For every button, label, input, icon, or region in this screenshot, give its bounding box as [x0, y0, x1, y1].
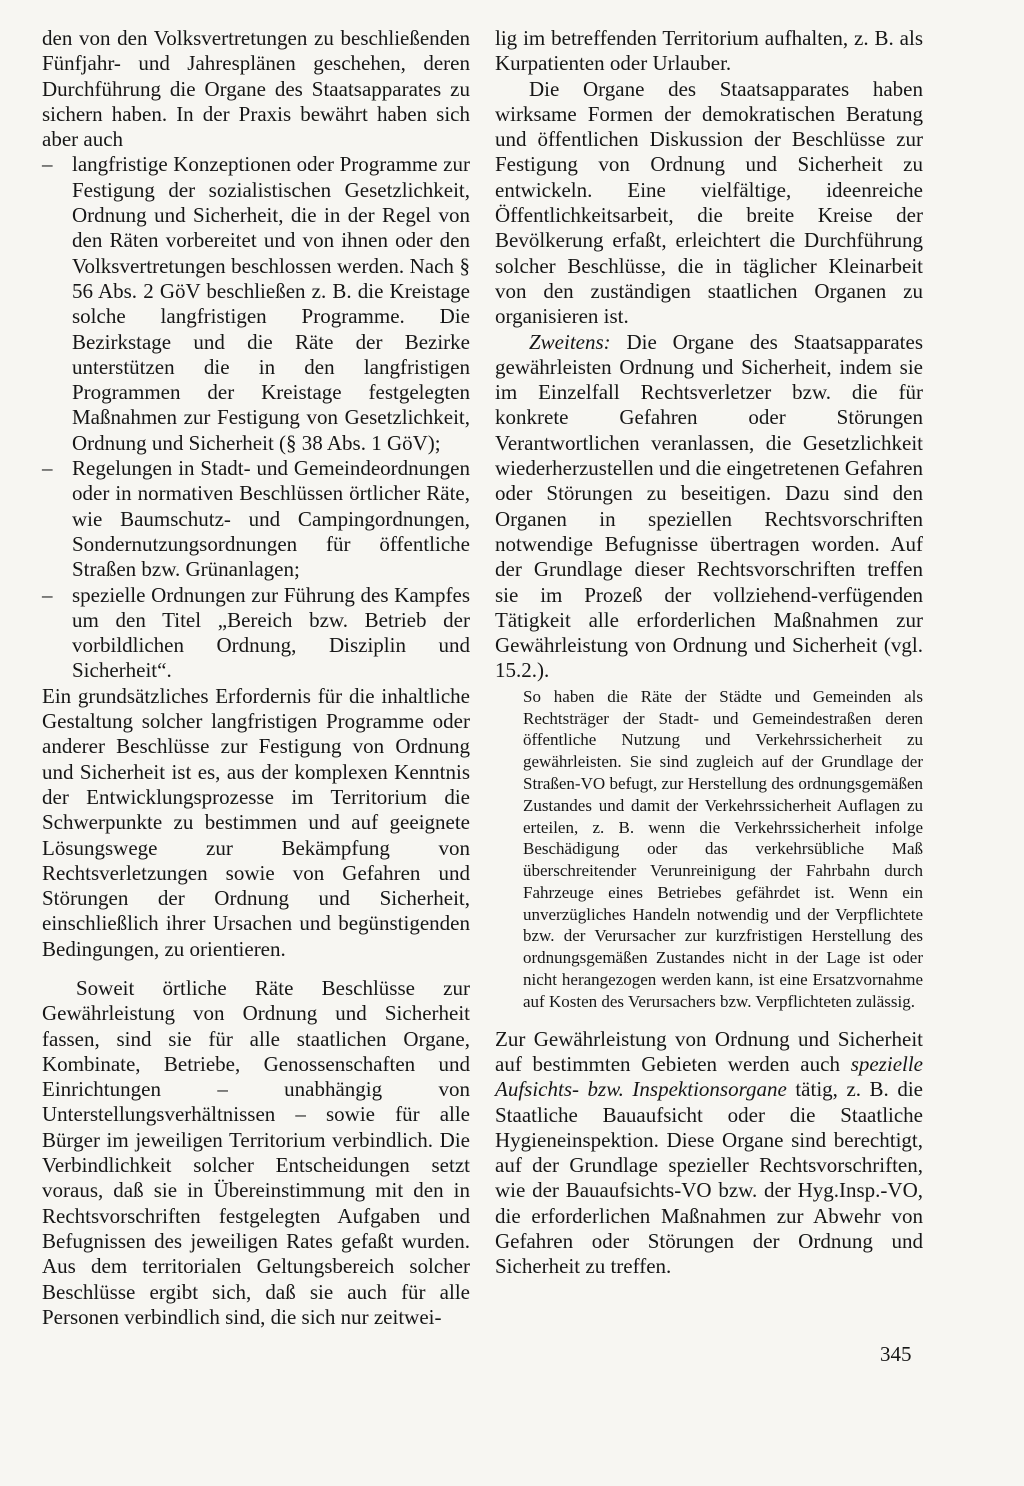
list-item-text: Regelungen in Stadt- und Gemeindeordnungen oder in normativen Beschlüssen örtlicher Räte, wie Baumschutz- und Campingordnungen, Sondernutzungsordnungen für öffentliche Straßen bzw. Grünanlagen;	[72, 456, 470, 582]
dash-marker: –	[42, 152, 53, 177]
paragraph: Ein grundsätzliches Erfordernis für die inhaltliche Gestaltung solcher langfristigen Programme oder anderer Beschlüsse zur Festigung von Ordnung und Sicherheit ist es, aus der komplexen Kenntnis der Entwicklungsprozesse im Territorium die Schwerpunkte zu bestimmen und auf geeignete Lösungswege zur Bekämpfung von Rechtsverletzungen sowie von Gefahren und Störungen der Ordnung und Sicherheit, einschließlich ihrer Ursachen und begünstigenden Bedingungen, zu orientieren.	[42, 683, 470, 961]
page-number: 345	[880, 1342, 912, 1366]
paragraph: Die Organe des Staatsapparates haben wirksame Formen der demokratischen Beratung und öffentlichen Diskussion der Beschlüsse zur Festigung von Ordnung und Sicherheit zu entwickeln. Eine vielfältige, ideenreiche Öffentlichkeitsarbeit, die breite Kreise der Bevölkerung erfaßt, erleichtert die Durchführung solcher Beschlüsse, die in täglicher Kleinarbeit von den zuständigen staatlichen Organen zu organisieren ist.	[495, 76, 923, 329]
dash-marker: –	[42, 582, 53, 607]
right-column	[495, 26, 923, 1280]
list-item-text: langfristige Konzeptionen oder Programme zur Festigung der sozialistischen Gesetzlichkeit, Ordnung und Sicherheit, die in der Regel von den Räten vorbereitet und von ihnen oder den Volksvertretungen beschlossen werden. Nach § 56 Abs. 2 GöV beschließen z. B. die Kreistage solche langfristigen Programme. Die Bezirkstage und die Räte der Bezirke unterstützen die in den langfristigen Programmen der Kreistage festgelegten Maßnahmen zur Festigung von Gesetzlichkeit, Ordnung und Sicherheit (§ 38 Abs. 1 GöV);	[72, 152, 470, 455]
bullet-list	[42, 152, 470, 683]
paragraph	[495, 330, 923, 684]
section-lead: Zweitens:	[529, 329, 611, 354]
list-item-text: spezielle Ordnungen zur Führung des Kampfes um den Titel „Bereich bzw. Betrieb der vorbildlichen Ordnung, Disziplin und Sicherheit“.	[72, 582, 470, 683]
paragraph-text: tätig, z. B. die Staatliche Bauaufsicht oder die Staatliche Hygieneinspektion. Diese Organe sind berechtigt, auf der Grundlage spezieller Rechtsvorschriften, wie der Bauaufsichts-VO bzw. der Hyg.Insp.-VO, die erforderlichen Maßnahmen zur Abwehr von Gefahren oder Störungen der Ordnung und Sicherheit zu treffen.	[495, 1077, 923, 1279]
example-note: So haben die Räte der Städte und Gemeinden als Rechtsträger der Stadt- und Gemeindestraßen deren öffentliche Nutzung und Verkehrssicherheit zu gewährleisten. Sie sind zugleich auf der Grundlage der Straßen-VO befugt, zur Herstellung des ordnungsgemäßen Zustandes und damit der Verkehrssicherheit Auflagen zu erteilen, z. B. wenn die Verkehrssicherheit infolge Beschädigung oder das verkehrsübliche Maß überschreitender Verunreinigung der Fahrbahn durch Fahrzeuge eines Betriebes gefährdet ist. Wenn ein unverzügliches Handeln notwendig und der Verpflichtete bzw. der Verursacher zur kurzfristigen Herstellung des ordnungsgemäßen Zustandes nicht in der Lage ist oder nicht herangezogen werden kann, ist eine Ersatzvornahme auf Kosten des Verursachers bzw. Verpflichteten zulässig.	[523, 686, 923, 1011]
dash-marker: –	[42, 456, 53, 481]
paragraph: den von den Volksvertretungen zu beschließenden Fünfjahr- und Jahresplänen geschehen, deren Durchführung die Organe des Staatsapparates zu sichern haben. In der Praxis bewährt haben sich aber auch	[42, 26, 470, 152]
list-item	[42, 456, 470, 582]
paragraph-text: Zur Gewährleistung von Ordnung und Sicherheit auf bestimmten Gebieten werden auch	[495, 1026, 923, 1076]
paragraph: Soweit örtliche Räte Beschlüsse zur Gewährleistung von Ordnung und Sicherheit fassen, sind sie für alle staatlichen Organe, Kombinate, Betriebe, Genossenschaften und Einrichtungen – unabhängig von Unterstellungsverhältnissen – sowie für alle Bürger im jeweiligen Territorium verbindlich. Die Verbindlichkeit solcher Entscheidungen setzt voraus, daß sie in Übereinstimmung mit den in Rechtsvorschriften festgelegten Aufgaben und Befugnissen des jeweiligen Rates gefaßt wurden. Aus dem territorialen Geltungsbereich solcher Beschlüsse ergibt sich, daß sie auch für alle Personen verbindlich sind, die sich nur zeitwei-	[42, 975, 470, 1329]
paragraph: lig im betreffenden Territorium aufhalten, z. B. als Kurpatienten oder Urlauber.	[495, 26, 923, 76]
paragraph	[495, 1027, 923, 1280]
emphasis-text: spezielle Aufsichts- bzw. Inspektionsorgane	[495, 1051, 923, 1102]
left-column	[42, 26, 470, 1330]
paragraph-text: Die Organe des Staatsapparates gewährleisten Ordnung und Sicherheit, indem sie im Einzelfall Rechtsverletzer bzw. die für konkrete Gefahren oder Störungen Verantwortlichen veranlassen, die Gesetzlichkeit wiederherzustellen und die eingetretenen Gefahren oder Störungen zu beseitigen. Dazu sind den Organen in speziellen Rechtsvorschriften notwendige Befugnisse übertragen worden. Auf der Grundlage dieser Rechtsvorschriften treffen sie im Prozeß der vollziehend-verfügenden Tätigkeit alle erforderlichen Maßnahmen zur Gewährleistung von Ordnung und Sicherheit (vgl. 15.2.).	[495, 329, 923, 683]
list-item	[42, 583, 470, 684]
paragraph-gap	[42, 962, 470, 976]
list-item	[42, 152, 470, 456]
